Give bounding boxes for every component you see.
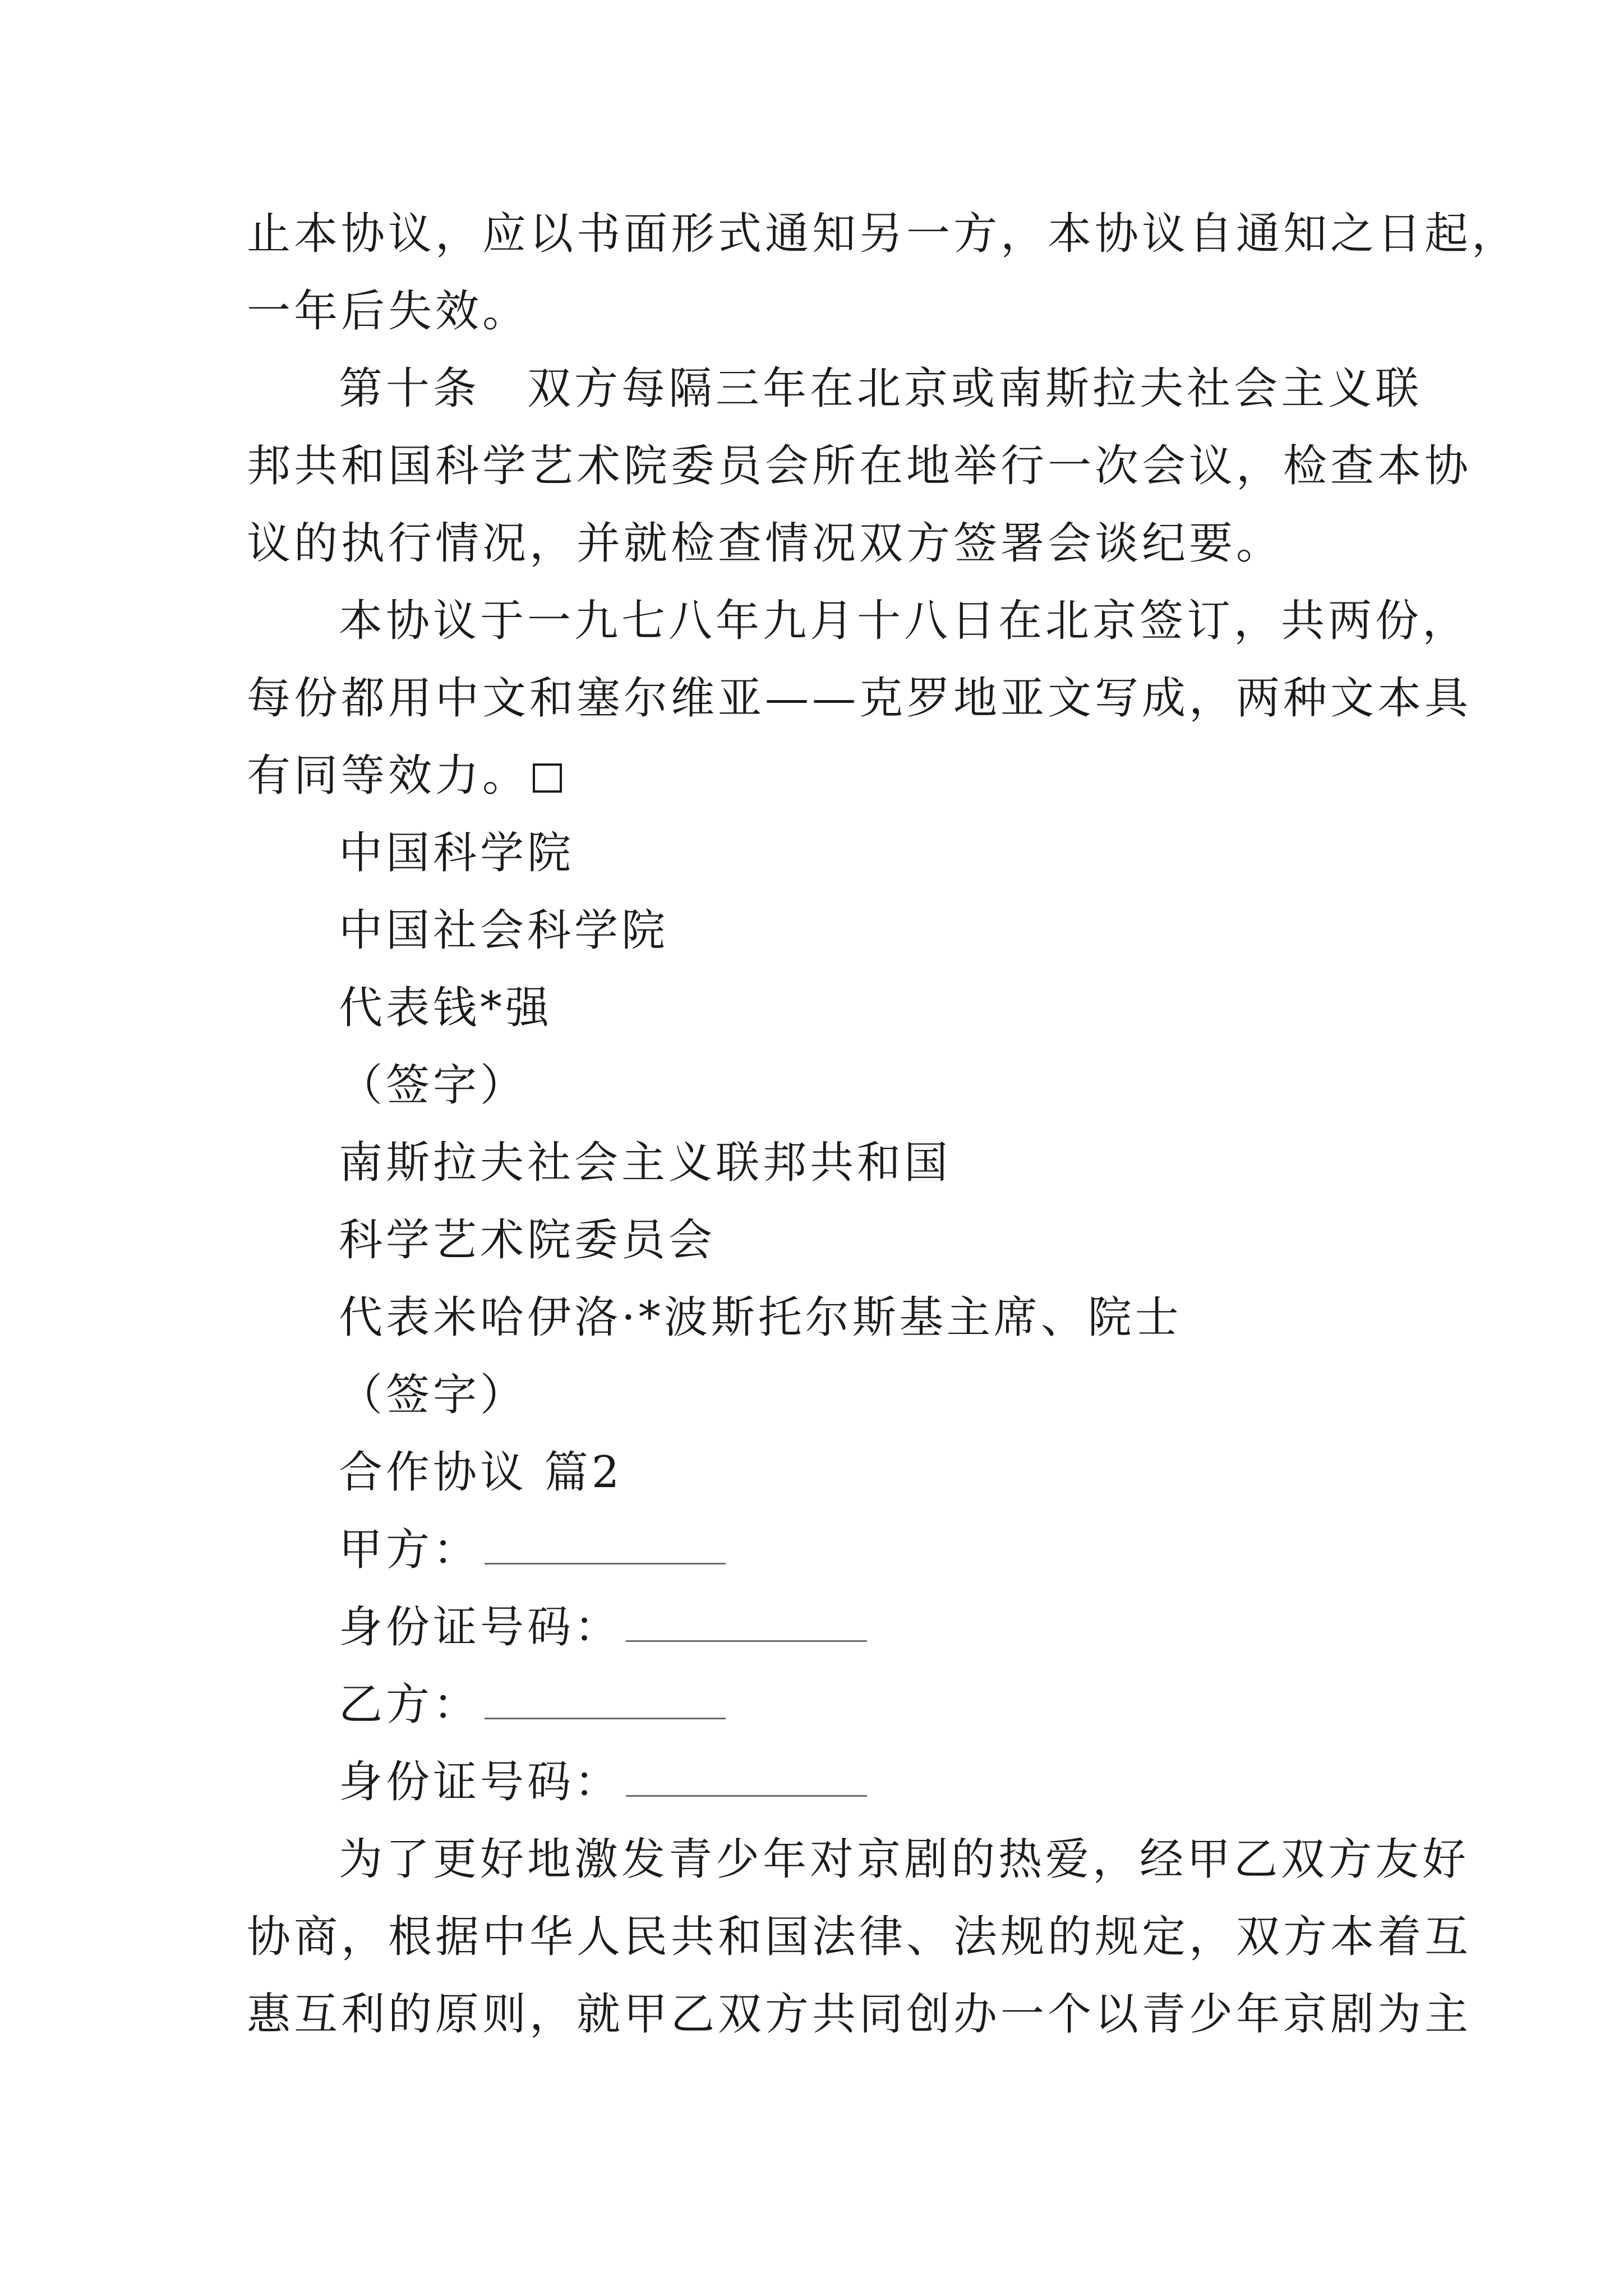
- article-10-line-3: 议的执行情况，并就检查情况双方签署会谈纪要。: [247, 518, 1284, 569]
- party-academy-committee: 科学艺术院委员会: [339, 1215, 716, 1266]
- party-a-blank[interactable]: [485, 1524, 726, 1565]
- preamble-line-1: 为了更好地激发青少年对京剧的热爱，经甲乙双方友好: [339, 1834, 1470, 1885]
- signing-line-3: [247, 737, 562, 815]
- text-line-1: 止本协议，应以书面形式通知另一方，本协议自通知之日起，: [247, 209, 1519, 259]
- party-a-id-blank[interactable]: [626, 1601, 867, 1642]
- party-b-row: [339, 1666, 726, 1743]
- party-b-id-label: 身份证号码：: [339, 1757, 622, 1807]
- article-10-line-2: 邦共和国科学艺术院委员会所在地举行一次会议，检查本协: [247, 441, 1472, 491]
- party-a-label: 甲方：: [339, 1525, 481, 1575]
- text-line-2: 一年后失效。: [247, 286, 530, 337]
- party-a-row: [339, 1511, 726, 1589]
- party-a-id-label: 身份证号码：: [339, 1602, 622, 1653]
- party-b-label: 乙方：: [339, 1680, 481, 1730]
- preamble-line-2: 协商，根据中华人民共和国法律、法规的规定，双方本着互: [247, 1912, 1472, 1962]
- signature-note-2: （签字）: [339, 1370, 528, 1420]
- party-b-id-blank[interactable]: [626, 1756, 867, 1797]
- signing-line-2: 每份都用中文和塞尔维亚——克罗地亚文写成，两种文本具: [247, 673, 1472, 724]
- party-cas: 中国科学院: [339, 828, 575, 878]
- representative-1: 代表钱*强: [339, 983, 553, 1033]
- party-a-id-row: [339, 1589, 867, 1666]
- party-b-blank[interactable]: [485, 1678, 726, 1719]
- article-10-line-1: 第十条 双方每隔三年在北京或南斯拉夫社会主义联: [339, 364, 1423, 414]
- signing-line-3-text: 有同等效力。: [247, 751, 530, 801]
- party-yugoslavia: 南斯拉夫社会主义联邦共和国: [339, 1138, 952, 1188]
- section-heading: 合作协议 篇2: [339, 1447, 623, 1498]
- preamble-line-3: 惠互利的原则，就甲乙双方共同创办一个以青少年京剧为主: [247, 1989, 1472, 2040]
- signing-line-1: 本协议于一九七八年九月十八日在北京签订，共两份，: [339, 596, 1470, 646]
- checkbox-icon: [533, 763, 562, 793]
- party-cass: 中国社会科学院: [339, 905, 669, 956]
- party-b-id-row: [339, 1743, 867, 1821]
- signature-note-1: （签字）: [339, 1060, 528, 1111]
- representative-2: 代表米哈伊洛·*波斯托尔斯基主席、院士: [339, 1292, 1182, 1343]
